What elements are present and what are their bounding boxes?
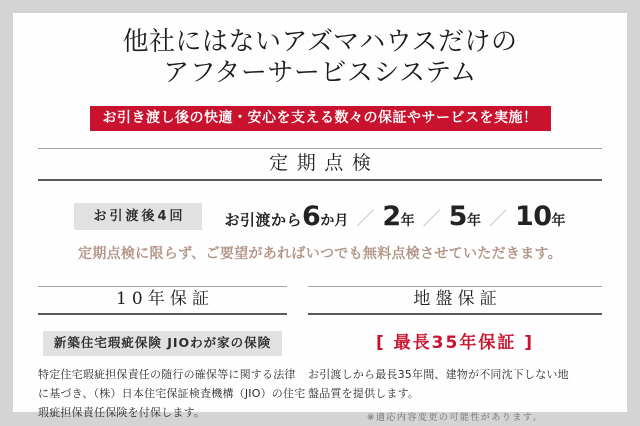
ground-warranty-disclaimer: ※適応内容変更の可能性があります。 <box>366 413 544 423</box>
section-ground-warranty <box>308 286 602 423</box>
milestone-value-2years: 2 <box>382 200 401 232</box>
schedule-separator: ／ <box>488 208 507 230</box>
ground-warranty-heading: 地盤保証 <box>308 286 602 315</box>
schedule-separator: ／ <box>422 208 441 230</box>
milestone-value-6months: 6 <box>302 200 321 232</box>
inspection-schedule-row <box>38 202 602 231</box>
periodic-inspection-heading: 定期点検 <box>38 148 602 181</box>
lead-banner: お引き渡し後の快適・安心を支える数々の保証やサービスを実施！ <box>90 106 551 131</box>
schedule-prefix: お引渡から <box>224 210 303 229</box>
jio-insurance-badge: 新築住宅瑕疵保険 JIOわが家の保険 <box>43 331 282 356</box>
schedule-separator: ／ <box>356 208 375 230</box>
inspection-count-badge: お引渡後4回 <box>74 203 201 230</box>
flyer-card <box>13 13 627 423</box>
warranty-columns <box>38 286 602 423</box>
10year-warranty-heading: 10年保証 <box>38 286 287 315</box>
milestone-unit-5years: 年 <box>466 212 481 229</box>
section-periodic-inspection <box>38 148 602 263</box>
milestone-value-5years: 5 <box>448 200 467 232</box>
milestone-unit-6months: か月 <box>320 212 349 229</box>
ground-warranty-description: お引渡しから最長35年間、建物が不同沈下しない地盤品質を提供します。 <box>308 368 569 400</box>
10year-warranty-description: 特定住宅瑕疵担保責任の随行の確保等に関する法律に基づき、（株）日本住宅保証検査機構（JIO）の住宅瑕疵担保責任保険を付保します。 <box>38 367 306 419</box>
free-inspection-note: 定期点検に限らず、ご要望があればいつでも無料点検させていただきます。 <box>78 246 562 262</box>
milestone-value-10years: 10 <box>514 200 552 232</box>
milestone-unit-2years: 年 <box>400 212 415 229</box>
page-title <box>38 27 602 89</box>
milestone-unit-10years: 年 <box>551 212 566 229</box>
section-10year-warranty <box>38 286 306 423</box>
page-title-line-1: 他社にはないアズマハウスだけの <box>122 27 518 57</box>
inspection-schedule <box>224 200 566 232</box>
max-35year-warranty-highlight: [ 最長35年保証 ] <box>375 333 535 353</box>
page-title-line-2: アフターサービスシステム <box>163 58 477 88</box>
